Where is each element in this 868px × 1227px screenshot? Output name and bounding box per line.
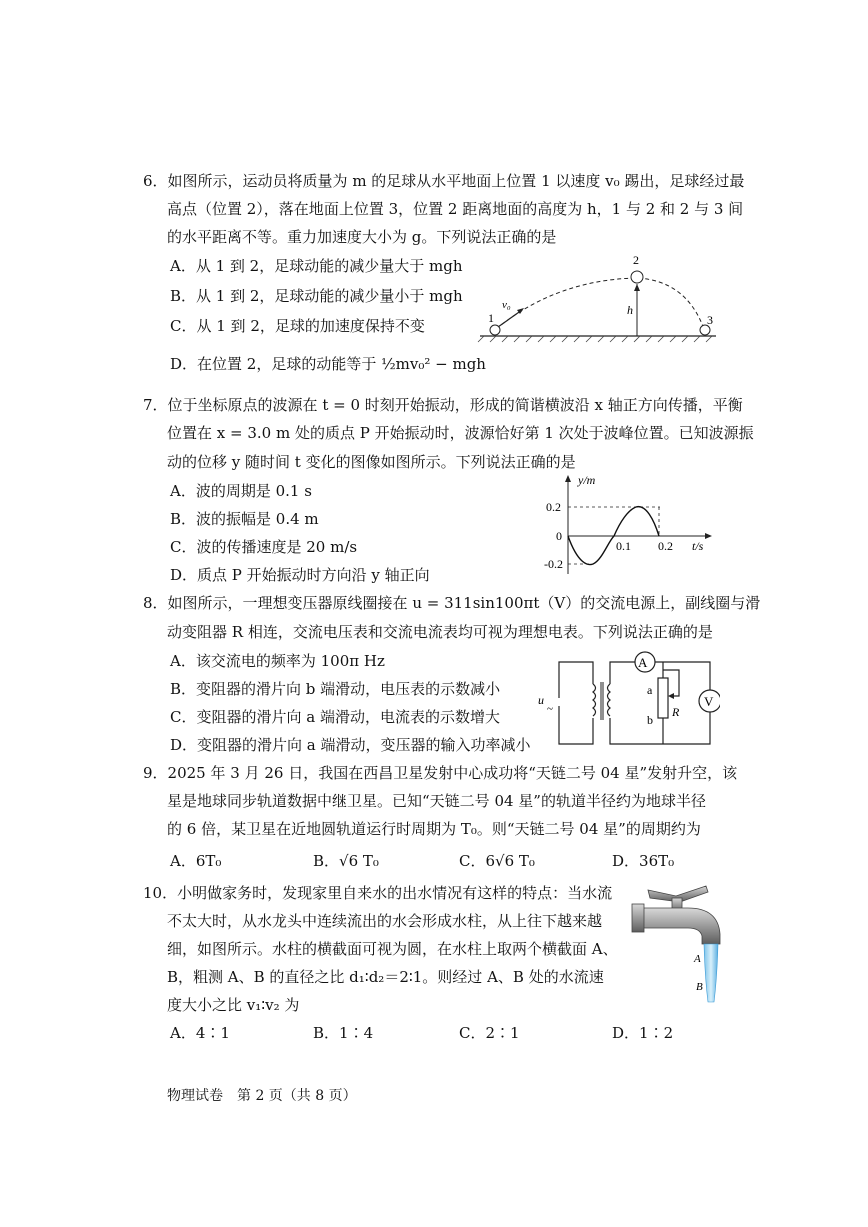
q7-line1: 7．位于坐标原点的波源在 t = 0 时刻开始振动，形成的简谐横波沿 x 轴正方向传播，平衡 [143,396,743,414]
q9-line3: 的 6 倍，某卫星在近地圆轨道运行时周期为 T₀。则“天链二号 04 星”的周期约为 [167,820,701,838]
q8-figure-transformer-circuit [535,648,720,752]
q8-fig-ac-symbol: ~ [547,703,553,715]
q10-option-d: D．1∶2 [612,1024,674,1042]
q8-option-b: B．变阻器的滑片向 b 端滑动，电压表的示数减小 [170,680,501,698]
q7-fig-t2: 0.2 [658,539,673,553]
q10-line5: 度大小之比 v₁∶v₂ 为 [167,996,300,1014]
q10-line4: B，粗测 A、B 的直径之比 d₁∶d₂＝2∶1。则经过 A、B 处的水流速 [167,968,604,986]
q6-option-a: A．从 1 到 2，足球动能的减少量大于 mgh [170,257,463,275]
q8-fig-R: R [672,705,680,719]
q8-line1: 8．如图所示，一理想变压器原线圈接在 u = 311sin100πt（V）的交流电源上，副线圈与滑 [143,594,761,612]
q10-option-c: C．2∶1 [459,1024,520,1042]
q9-option-a: A．6T₀ [170,852,222,870]
q9-option-c: C．6√6 T₀ [459,852,535,870]
q10-line1: 10．小明做家务时，发现家里自来水的出水情况有这样的特点：当水流 [143,884,613,902]
q7-option-d: D．质点 P 开始振动时方向沿 y 轴正向 [170,566,430,584]
q8-option-d: D．变阻器的滑片向 a 端滑动，变压器的输入功率减小 [170,736,531,754]
q7-fig-origin: 0 [556,529,562,543]
q7-fig-y-neg: -0.2 [544,557,563,571]
q8-fig-voltmeter: V [704,694,714,709]
q7-fig-t1: 0.1 [616,539,631,553]
q7-option-a: A．波的周期是 0.1 s [170,482,312,500]
q10-option-a: A．4∶1 [170,1024,230,1042]
page-footer: 物理试卷 第 2 页（共 8 页） [167,1088,357,1104]
q10-line3: 细，如图所示。水柱的横截面可视为圆，在水柱上取两个横截面 A、 [167,940,618,958]
q10-line2: 不太大时，从水龙头中连续流出的水会形成水柱，从上往下越来越 [167,912,603,930]
q7-option-c: C．波的传播速度是 20 m/s [170,538,358,556]
q7-option-b: B．波的振幅是 0.4 m [170,510,319,528]
q9-option-d: D．36T₀ [612,852,675,870]
q9-option-b: B．√6 T₀ [313,852,379,870]
q8-fig-ammeter: A [638,655,648,670]
q10-fig-label-a: A [694,953,701,965]
q6-figure-trajectory [476,252,726,344]
q10-option-b: B．1∶4 [313,1024,374,1042]
q7-fig-ylabel: y/m [578,473,596,487]
q10-fig-label-b: B [696,981,703,993]
q6-fig-label-v0: v₀ [502,299,511,311]
q7-figure-yt-graph [540,470,715,580]
q7-fig-xlabel: t/s [692,539,704,553]
q8-option-c: C．变阻器的滑片向 a 端滑动，电流表的示数增大 [170,708,500,726]
q6-fig-label-3: 3 [707,313,713,327]
q6-line2: 高点（位置 2），落在地面上位置 3，位置 2 距离地面的高度为 h，1 与 2 和 2 与 3 间 [167,200,744,218]
q6-fig-label-2: 2 [633,253,639,267]
q6-fig-label-h: h [627,303,633,317]
q6-line3: 的水平距离不等。重力加速度大小为 g。下列说法正确的是 [167,228,557,246]
q7-line3: 动的位移 y 随时间 t 变化的图像如图所示。下列说法正确的是 [167,453,576,471]
q10-figure-faucet [628,878,728,1004]
q6-option-d: D．在位置 2，足球的动能等于 ½mv₀² − mgh [170,355,486,373]
q7-fig-y-pos: 0.2 [546,500,561,514]
q6-option-c: C．从 1 到 2，足球的加速度保持不变 [170,317,425,335]
q9-line1: 9．2025 年 3 月 26 日，我国在西昌卫星发射中心成功将“天链二号 04 星”发射升空，该 [143,764,738,782]
q9-line2: 星是地球同步轨道数据中继卫星。已知“天链二号 04 星”的轨道半径约为地球半径 [167,792,706,810]
q6-option-b: B．从 1 到 2，足球动能的减少量小于 mgh [170,287,463,305]
q6-line1: 6．如图所示，运动员将质量为 m 的足球从水平地面上位置 1 以速度 v₀ 踢出，足球经过最 [143,172,745,190]
q8-fig-a: a [647,683,653,697]
q8-line2: 动变阻器 R 相连，交流电压表和交流电流表均可视为理想电表。下列说法正确的是 [167,623,713,641]
q7-line2: 位置在 x = 3.0 m 处的质点 P 开始振动时，波源恰好第 1 次处于波峰位置。已知波源振 [167,424,754,442]
q8-option-a: A．该交流电的频率为 100π Hz [170,652,385,670]
q6-fig-label-1: 1 [488,311,494,325]
q8-fig-u: u [538,693,544,707]
q8-fig-b: b [647,713,653,727]
